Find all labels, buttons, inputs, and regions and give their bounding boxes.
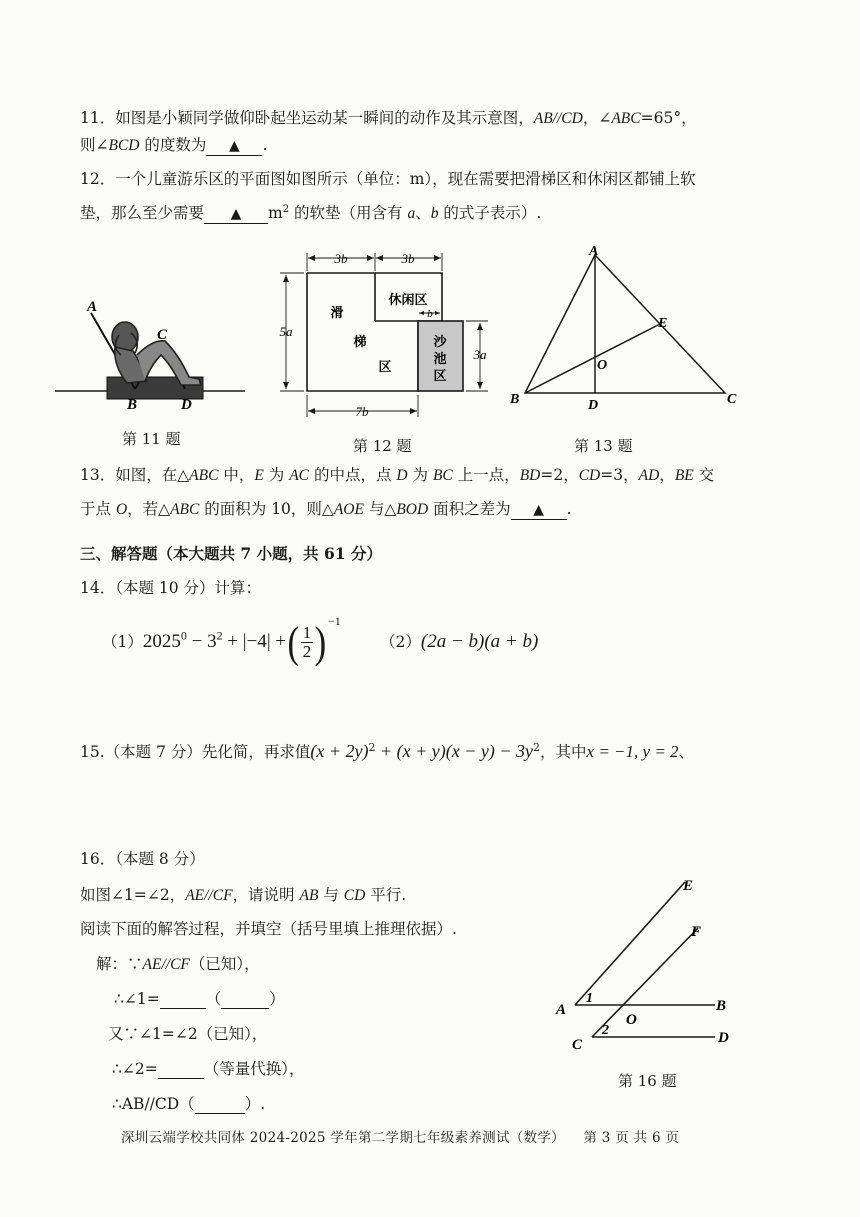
label-d: D: [588, 398, 599, 413]
q13-line1: 13．如图，在△ABC 中，E 为 AC 的中点，点 D 为 BC 上一点，BD=2，CD=3，AD，BE 交: [80, 466, 715, 484]
label-a: A: [556, 1002, 567, 1018]
segment-be: [525, 324, 660, 393]
q16-step3: 又∵∠1=∠2（已知），: [108, 1025, 268, 1043]
line-cf: [592, 928, 698, 1037]
label-d: D: [181, 397, 192, 413]
blank-2[interactable]: [221, 990, 269, 1009]
sand-label-3: 区: [433, 368, 447, 383]
line-ae: [575, 882, 685, 1005]
label-e: E: [683, 878, 694, 894]
slide-label-3: 区: [378, 359, 392, 374]
label-o: O: [626, 1012, 637, 1028]
dim-top-right: 3b: [401, 251, 415, 266]
blank-3[interactable]: [158, 1060, 204, 1079]
label-c: C: [572, 1037, 583, 1053]
sand-label-1: 沙: [433, 334, 447, 349]
label-c: C: [727, 392, 737, 407]
slide-label-2: 梯: [353, 334, 367, 349]
label-c: C: [157, 327, 168, 343]
fig13-caption: 第 13 题: [574, 437, 633, 455]
q16-step4: ∴∠2= （等量代换），: [112, 1060, 305, 1078]
label-o: O: [597, 358, 608, 373]
sand-label-2: 池: [433, 351, 447, 366]
angle-1: 1: [586, 991, 593, 1006]
q11-answer-blank: ▲: [206, 136, 262, 156]
dim-small: b: [427, 308, 433, 320]
q11-line2: 则∠BCD 的度数为 ▲ .: [80, 136, 268, 154]
q15-line: 15.（本题 7 分）先化简，再求值$(x + 2y)^2 + (x + y)(x - y) - 3y^2$，其中x = −1, y = 2、: [80, 741, 695, 762]
q12-answer-blank: ▲: [204, 204, 268, 224]
q14-title: 14．（本题 10 分）计算：: [80, 579, 262, 597]
section3-title: 三、解答题（本大题共 7 小题，共 61 分）: [80, 544, 382, 563]
q16-title: 16．（本题 8 分）: [80, 850, 205, 868]
label-b: B: [510, 392, 520, 407]
q16-step2: ∴∠1= （ ）: [114, 990, 285, 1008]
q16-line1: 如图∠1=∠2，AE//CF，请说明 AB 与 CD 平行.: [80, 886, 407, 904]
q13-line2: 于点 O，若△ABC 的面积为 10，则△AOE 与△BOD 面积之差为 ▲ .: [80, 500, 572, 518]
blank-4[interactable]: [195, 1095, 245, 1114]
angle-2: 2: [602, 1023, 609, 1038]
figure-11: [55, 295, 250, 415]
triangle-abc: [525, 255, 725, 393]
label-d: D: [718, 1030, 729, 1046]
leisure-label: 休闲区: [388, 292, 428, 307]
q12-line2: 垫，那么至少需要 ▲ $m^2$ 的软垫（用含有 a、b 的式子表示）.: [80, 204, 542, 223]
q11-line1: 11．如图是小颖同学做仰卧起坐运动某一瞬间的动作及其示意图，AB//CD，∠ABC=65°，: [80, 109, 697, 127]
q16-line2: 阅读下面的解答过程，并填空（括号里填上推理依据）.: [80, 920, 457, 938]
figure-13: [505, 245, 745, 420]
fig16-caption: 第 16 题: [618, 1072, 677, 1090]
q13-answer-blank: ▲: [511, 500, 567, 520]
label-b: B: [127, 397, 138, 413]
page-footer: 深圳云端学校共同体 2024-2025 学年第二学期七年级素养测试（数学） 第 3 页 共 6 页: [121, 1130, 680, 1146]
dim-bottom: 7b: [355, 404, 369, 419]
dim-right: 3a: [473, 347, 487, 362]
label-a: A: [87, 299, 98, 315]
dim-top-left: 3b: [334, 251, 348, 266]
figure-12: [270, 245, 495, 425]
q16-step5: ∴AB//CD（ ）.: [112, 1095, 266, 1113]
q16-step1: 解：∵AE//CF（已知），: [96, 955, 260, 973]
q14-part2: （2）(2a − b)(a + b): [380, 631, 539, 652]
label-e: E: [658, 316, 668, 331]
label-f: F: [691, 924, 702, 940]
label-a: A: [589, 244, 599, 259]
dim-left: 5a: [279, 324, 293, 339]
q12-line1: 12．一个儿童游乐区的平面图如图所示（单位：m），现在需要把滑梯区和休闲区都铺上软: [80, 170, 696, 188]
fig11-caption: 第 11 题: [122, 430, 181, 448]
figure-16: [550, 870, 750, 1053]
fig12-caption: 第 12 题: [353, 437, 412, 455]
slide-label-1: 滑: [330, 305, 344, 320]
label-b: B: [716, 998, 727, 1014]
blank-1[interactable]: [160, 990, 206, 1009]
q14-part1: $(1)2025^0 - 3^2 + |-4|$ +( $\frac{1}{2}$ )$^{-1}$: [102, 614, 341, 667]
